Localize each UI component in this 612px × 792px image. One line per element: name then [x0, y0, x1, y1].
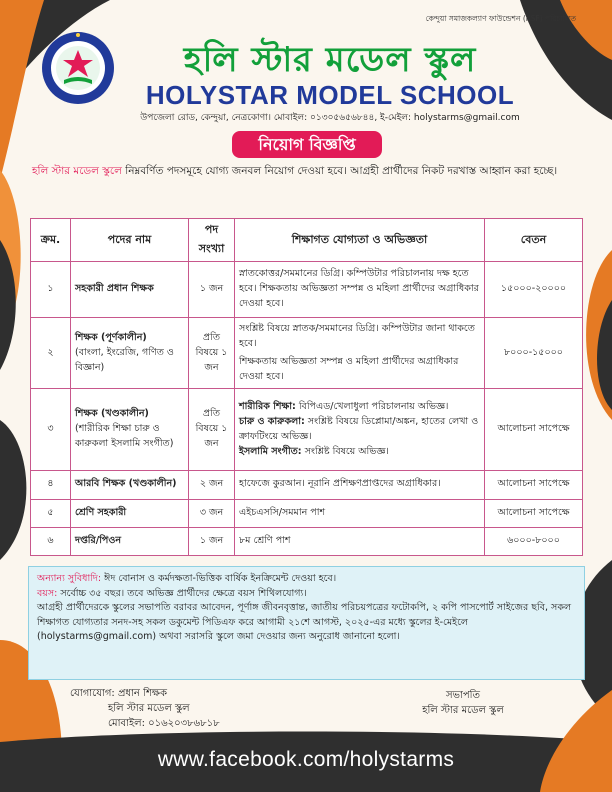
other-benefits: [37, 572, 576, 587]
row-count: ১ জন: [189, 262, 235, 318]
row-qualification: ৮ম শ্রেণি পাশ: [235, 527, 485, 555]
row-post-subjects: (শারীরিক শিক্ষা চারু ও কারুকলা ইসলামি সংগীত): [75, 423, 174, 450]
intro-text: নিম্নবর্ণিত পদসমূহে যোগ্য জনবল নিয়োগ দেওয়া হবে। আগ্রহী প্রার্থীদের নিকট দরখাস্ত আহ্বান করা হচ্ছে।: [121, 165, 558, 177]
table-row: [31, 499, 583, 527]
header-count: পদ সংখ্যা: [189, 219, 235, 262]
header-salary: বেতন: [485, 219, 583, 262]
school-title-english: HOLYSTAR MODEL SCHOOL: [145, 80, 515, 110]
qualification-item-text: সংশ্লিষ্ট বিষয়ে অভিজ্ঞ।: [301, 445, 389, 457]
tagline: কেন্দুয়া সমাজকল্যাণ ফাউন্ডেশন (KSF) পরিচালিত: [425, 14, 576, 23]
row-post-cell: [71, 318, 189, 388]
vacancy-table: [30, 218, 583, 556]
table-row: [31, 388, 583, 471]
header-serial: ক্রম.: [31, 219, 71, 262]
president-title: সভাপতি: [445, 690, 481, 701]
president-school: হলি স্টার মডেল স্কুল: [422, 705, 504, 716]
row-qualification: এইচএসসি/সমমান পাশ: [235, 499, 485, 527]
row-qualification-extra: শিক্ষকতায় অভিজ্ঞতা সম্পন্ন ও মহিলা প্রার্থীদের অগ্রাধিকার দেওয়া হবে।: [239, 355, 459, 382]
age-limit-text: সর্বোচ্চ ৩৫ বছর। তবে অভিজ্ঞ প্রার্থীদের ক্ষেত্রে বয়স শিথিলযোগ্য।: [57, 587, 307, 599]
row-post: শ্রেণি সহকারী: [71, 499, 189, 527]
header-qualification: শিক্ষাগত যোগ্যতা ও অভিজ্ঞতা: [235, 219, 485, 262]
row-post-cell: [71, 388, 189, 471]
table-row: [31, 471, 583, 499]
qualification-item-label: ইসলামি সংগীত:: [239, 445, 302, 457]
application-instructions: আগ্রহী প্রার্থীদেরকে স্কুলের সভাপতি বরাবর আবেদন, পূর্ণাঙ্গ জীবনবৃত্তান্ত, জাতীয় পরিচয়পত্রের ফটোকপি, ২ কপি পাসপোর্ট সাইজের ছবি, সকল শিক্ষাগত যোগ্যতার সনদ-সহ সকল ডকুমেন্ট পিডিএফ করে আগামী ২১শে আগস্ট, ২০২৫-এর মধ্যে স্কুলের ই-মেইলে (holystarms@gmail.com) অথবা সরাসরি স্কুলে জমা দেওয়ার জন্য অনুরোধ জানানো হলো।: [37, 602, 572, 642]
row-salary: আলোচনা সাপেক্ষে: [485, 471, 583, 499]
qualification-item: [239, 445, 480, 460]
row-qualification: হাফেজে কুরআন। নূরানি প্রশিক্ষণপ্রাপ্তদের অগ্রাধিকার।: [235, 471, 485, 499]
age-limit-label: বয়স:: [37, 587, 58, 599]
other-benefits-label: অন্যান্য সুবিধাদি:: [37, 573, 102, 584]
row-count: প্রতি বিষয়ে ১ জন: [189, 318, 235, 388]
row-qualification-cell: [235, 388, 485, 471]
row-post: আরবি শিক্ষক (খণ্ডকালীন): [71, 471, 189, 499]
row-qualification: স্নাতকোত্তর/সমমানের ডিগ্রি। কম্পিউটার পরিচালনায় দক্ষ হতে হবে। শিক্ষকতায় অভিজ্ঞতা সম্পন্ন ও মহিলা প্রার্থীদের অগ্রাধিকার দেওয়া হবে।: [235, 262, 485, 318]
school-address: উপজেলা রোড, কেন্দুয়া, নেত্রকোণা। মোবাইল: ০১৩০৫৬৫৬৮৪৪, ই-মেইল: holystarms@gmail.com: [140, 113, 520, 123]
qualification-item-text: বিপিএড/খেলাধুলা পরিচালনায় অভিজ্ঞ।: [295, 400, 449, 412]
contact-name: প্রধান শিক্ষক: [117, 688, 167, 699]
intro-school-name: হলি স্টার মডেল স্কুলে: [32, 165, 122, 177]
president-block: [398, 688, 528, 718]
table-header-row: [31, 219, 583, 262]
row-salary: ৮০০০-১৫০০০: [485, 318, 583, 388]
qualification-item: [239, 415, 480, 445]
recruitment-notice-banner: নিয়োগ বিজ্ঞপ্তি: [232, 131, 382, 158]
row-qualification-cell: [235, 318, 485, 388]
row-serial: ৬: [31, 527, 71, 555]
qualification-item-label: শারীরিক শিক্ষা:: [239, 400, 296, 412]
row-salary: আলোচনা সাপেক্ষে: [485, 499, 583, 527]
facebook-link[interactable]: www.facebook.com/holystarms: [157, 748, 455, 771]
row-serial: ২: [31, 318, 71, 388]
row-qualification: সংশ্লিষ্ট বিষয়ে স্নাতক/সমমানের ডিগ্রি। কম্পিউটার জানা থাকতে হবে।: [239, 322, 475, 349]
row-count: ২ জন: [189, 471, 235, 499]
row-serial: ৩: [31, 388, 71, 471]
school-title-bangla: হলি স্টার মডেল স্কুল: [183, 40, 477, 80]
row-count: প্রতি বিষয়ে ১ জন: [189, 388, 235, 471]
contact-block: [70, 686, 220, 731]
row-post-subjects: (বাংলা, ইংরেজি, গণিত ও বিজ্ঞান): [75, 346, 174, 373]
header-post: পদের নাম: [71, 219, 189, 262]
contact-line: [70, 686, 220, 701]
row-post: দপ্তরি/পিওন: [71, 527, 189, 555]
row-salary: আলোচনা সাপেক্ষে: [485, 388, 583, 471]
qualification-item-text: সংশ্লিষ্ট বিষয়ে ডিপ্লোমা/অঙ্কন, হাতের লেখা ও ক্রাফটিংয়ে অভিজ্ঞ।: [239, 415, 479, 442]
left-low-dark-shape: [0, 420, 26, 560]
row-serial: ৫: [31, 499, 71, 527]
table-row: [31, 318, 583, 388]
contact-label: যোগাযোগ:: [70, 688, 115, 699]
contact-phone: মোবাইল: ০১৬২০৩৮৬৮১৮: [108, 718, 220, 729]
benefits-box: [28, 566, 585, 680]
age-limit: [37, 587, 576, 602]
row-count: ১ জন: [189, 527, 235, 555]
table-row: [31, 527, 583, 555]
row-post: সহকারী প্রধান শিক্ষক: [71, 262, 189, 318]
contact-school: হলি স্টার মডেল স্কুল: [108, 703, 190, 714]
table-row: [31, 262, 583, 318]
row-salary: ৬০০০-৮০০০: [485, 527, 583, 555]
row-serial: ৪: [31, 471, 71, 499]
row-post: শিক্ষক (খণ্ডকালীন): [75, 408, 149, 420]
qualification-item: [239, 400, 480, 415]
school-logo: [40, 30, 116, 106]
intro-paragraph: [32, 163, 592, 180]
row-post: শিক্ষক (পূর্ণকালীন): [75, 331, 147, 343]
row-serial: ১: [31, 262, 71, 318]
qualification-item-label: চারু ও কারুকলা:: [239, 415, 305, 427]
row-salary: ১৫০০০-২০০০০: [485, 262, 583, 318]
other-benefits-text: ঈদ বোনাস ও কর্মদক্ষতা-ভিত্তিক বার্ষিক ইনক্রিমেন্ট দেওয়া হবে।: [101, 573, 337, 584]
row-count: ৩ জন: [189, 499, 235, 527]
